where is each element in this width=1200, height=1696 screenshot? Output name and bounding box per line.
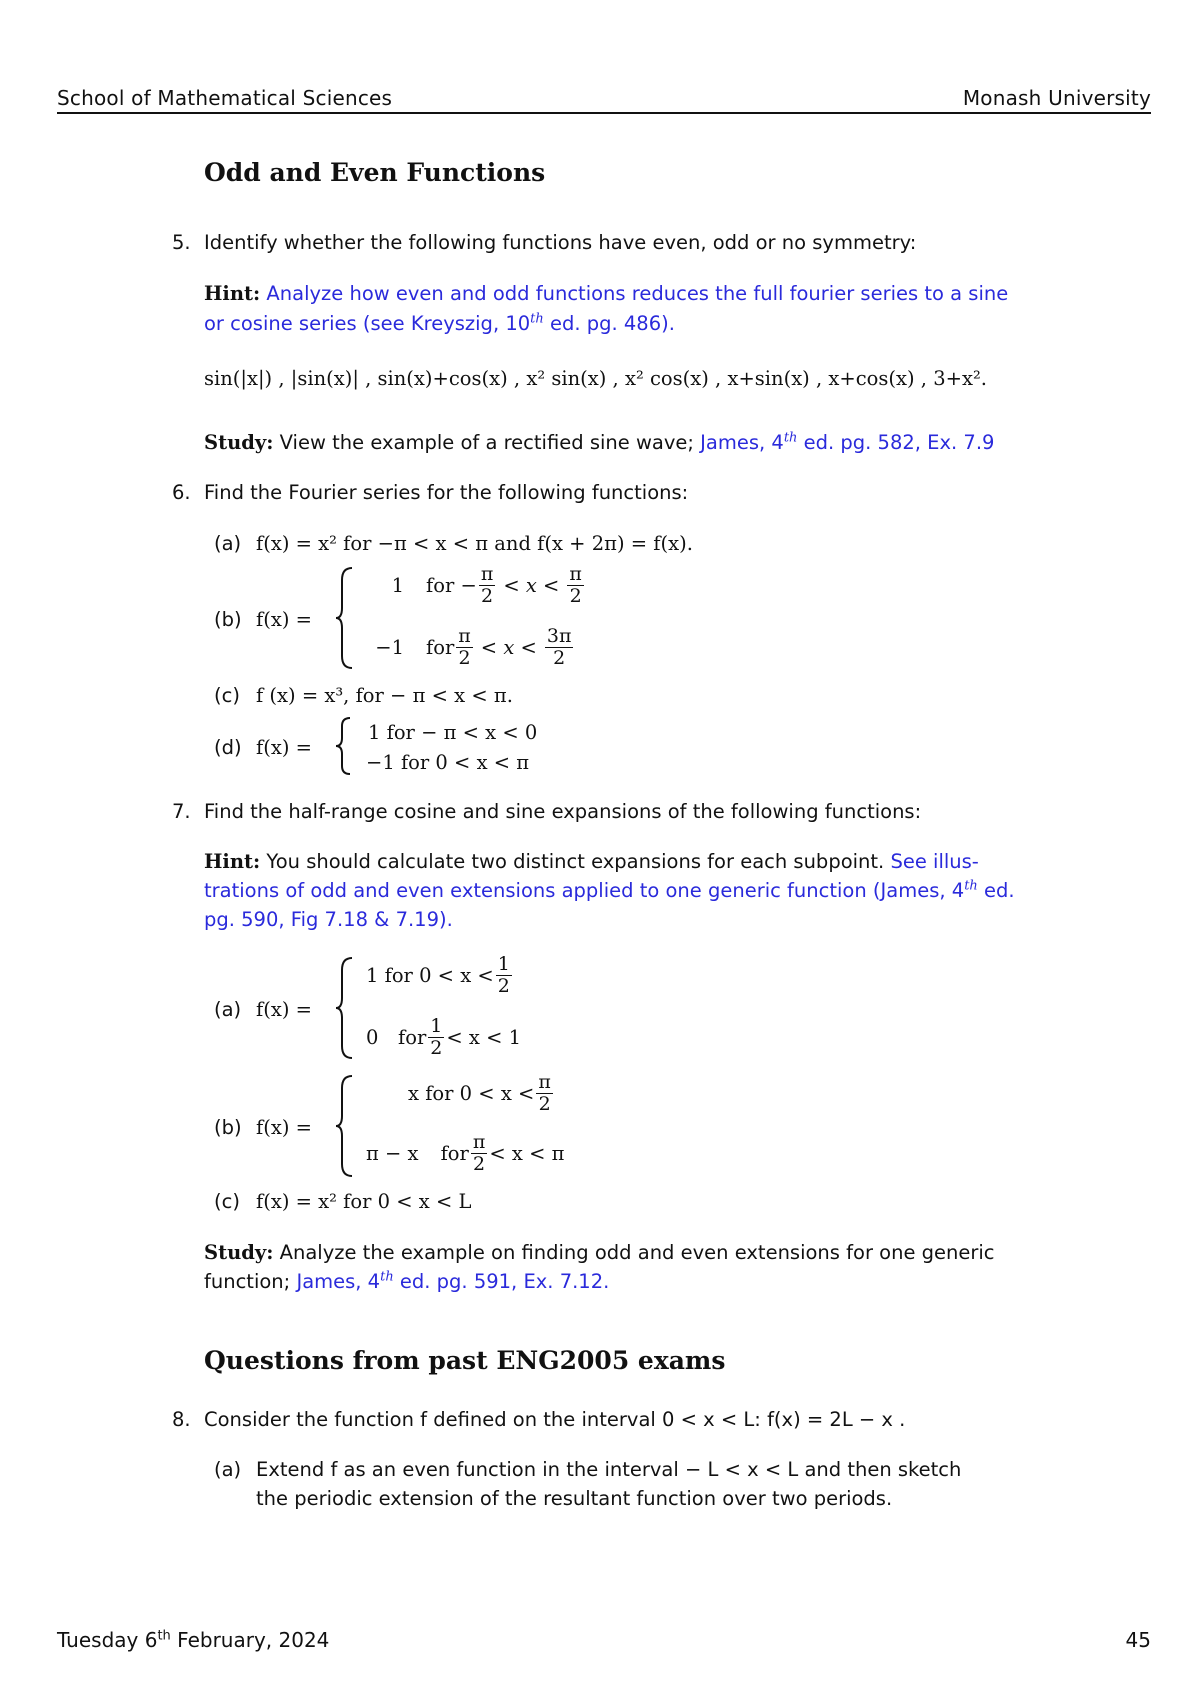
q5-study-label: Study: [204, 431, 274, 454]
section-title-odd-even: Odd and Even Functions [204, 158, 546, 187]
q7b-fx: f(x) = [256, 1116, 312, 1139]
fraction: $\frac{\pi}{2}$ [569, 562, 582, 607]
q6c-label: (c) [214, 684, 240, 707]
q6c-expression: f (x) = x³, for − π < x < π. [256, 684, 513, 707]
q5-hint-line1 [204, 279, 1008, 308]
q5-hint-label: Hint: [204, 282, 261, 305]
q7b-row2-condition: for [440, 1141, 469, 1165]
q6d-brace-icon [334, 716, 354, 776]
q5-hint-ref: or cosine series (see Kreyszig, 10 [204, 312, 531, 335]
q5-study-ref[interactable]: James, 4th ed. pg. 582, Ex. 7.9 [700, 430, 995, 454]
q7a-label: (a) [214, 998, 242, 1021]
q7-study-ref[interactable]: James, 4th ed. pg. 591, Ex. 7.12. [296, 1269, 610, 1293]
q6-text: Find the Fourier series for the following functions: [204, 481, 689, 504]
fraction: $\frac{3\pi}{2}$ [546, 624, 572, 669]
q6b-label: (b) [214, 608, 242, 631]
q7b-brace-icon [334, 1074, 356, 1178]
q7a-row1 [366, 950, 514, 1000]
fraction: $\frac{\pi}{2}$ [538, 1070, 551, 1115]
q5-hint-sup: th [530, 311, 544, 327]
header-school: School of Mathematical Sciences [57, 86, 393, 110]
q7-study-text-2: function; [204, 1270, 291, 1293]
q7a-row2 [366, 1012, 521, 1062]
q7-study-label: Study: [204, 1241, 274, 1264]
q7b-row2-tail: < x < π [489, 1141, 565, 1165]
fraction: $\frac{\pi}{2}$ [480, 562, 494, 607]
q6a-label: (a) [214, 532, 242, 555]
q6b-row2-condition: for [426, 635, 455, 659]
q7a-brace-icon [334, 956, 356, 1060]
fraction: $\frac{1}{2}$ [430, 1014, 443, 1059]
q5-study [204, 428, 994, 457]
section-title-past-exams: Questions from past ENG2005 exams [204, 1346, 726, 1375]
q7-hint-line3[interactable]: pg. 590, Fig 7.18 & 7.19). [204, 908, 453, 931]
q6b-brace-icon [334, 566, 356, 670]
q7b-row2 [366, 1128, 564, 1178]
q7a-row1-text: 1 for 0 < x < [366, 963, 494, 987]
q8a-label: (a) [214, 1458, 242, 1481]
q7-number: 7. [172, 800, 191, 823]
q6b-row1-value: 1 [391, 573, 404, 597]
header-university: Monash University [962, 86, 1151, 110]
q7a-row2-condition: for [398, 1025, 427, 1049]
q5-study-text: View the example of a rectified sine wave; [279, 431, 694, 454]
q7c-expression: f(x) = x² for 0 < x < L [256, 1190, 472, 1213]
q7b-row1-text: x for 0 < x < [408, 1081, 535, 1105]
q5-number: 5. [172, 231, 191, 254]
q7-hint-line2[interactable]: trations of odd and even extensions applied to one generic function (James, 4th ed. [204, 878, 1015, 902]
q6-number: 6. [172, 481, 191, 504]
q7b-label: (b) [214, 1116, 242, 1139]
q5-hint-line2[interactable] [204, 309, 675, 338]
q7b-row2-value: π − x [366, 1141, 419, 1165]
q7-hint-label: Hint: [204, 850, 261, 873]
q6b-row1: 1 for − $\frac{\pi}{2}$ < x < $\frac{\pi}{2}$ [370, 560, 586, 610]
q8-number: 8. [172, 1408, 191, 1431]
footer-page-number: 45 [1125, 1628, 1151, 1652]
q7b-row1 [408, 1068, 555, 1118]
header-rule [57, 112, 1151, 114]
q5-hint-text[interactable]: Analyze how even and odd functions reduces the full fourier series to a sine [266, 282, 1009, 305]
q7a-row2-value: 0 [366, 1025, 379, 1049]
q7-study-line1 [204, 1238, 995, 1267]
q8-text: Consider the function f defined on the interval 0 < x < L: f(x) = 2L − x . [204, 1408, 906, 1431]
q7a-fx: f(x) = [256, 998, 312, 1021]
q7-study-text: Analyze the example on finding odd and even extensions for one generic [279, 1241, 995, 1264]
footer-date: Tuesday 6th February, 2024 [57, 1628, 330, 1652]
fraction: $\frac{1}{2}$ [497, 952, 510, 997]
q5-function-list: sin(|x|) , |sin(x)| , sin(x)+cos(x) , x² sin(x) , x² cos(x) , x+sin(x) , x+cos(x) , 3+x². [204, 367, 987, 390]
q5-hint-ref-tail: ed. pg. 486). [543, 312, 675, 335]
q6d-fx: f(x) = [256, 736, 312, 759]
fraction: $\frac{\pi}{2}$ [472, 1130, 486, 1175]
q6d-label: (d) [214, 736, 242, 759]
q8a-line2: the periodic extension of the resultant function over two periods. [256, 1487, 893, 1510]
q7a-row2-tail: < x < 1 [446, 1025, 522, 1049]
q6b-fx: f(x) = [256, 608, 312, 631]
q7-study-line2 [204, 1267, 609, 1296]
q7-hint-line1 [204, 847, 979, 876]
q6d-row1: 1 for − π < x < 0 [368, 721, 538, 744]
q7-hint-ref-start[interactable]: See illus- [890, 850, 979, 873]
q8a-line1: Extend f as an even function in the interval − L < x < L and then sketch [256, 1458, 962, 1481]
q7-text: Find the half-range cosine and sine expansions of the following functions: [204, 800, 922, 823]
q6d-row2: −1 for 0 < x < π [366, 751, 530, 774]
q5-text: Identify whether the following functions have even, odd or no symmetry: [204, 231, 917, 254]
q6b-row2: −1 for $\frac{\pi}{2}$ < x < $\frac{3\pi}{2}$ [370, 622, 575, 672]
q6b-row1-condition: for − [426, 573, 477, 597]
q6b-row2-value: −1 [375, 635, 404, 659]
q6a-expression: f(x) = x² for −π < x < π and f(x + 2π) = f(x). [256, 532, 693, 555]
q7-hint-text: You should calculate two distinct expansions for each subpoint. [266, 850, 885, 873]
q7c-label: (c) [214, 1190, 240, 1213]
fraction: $\frac{\pi}{2}$ [458, 624, 471, 669]
